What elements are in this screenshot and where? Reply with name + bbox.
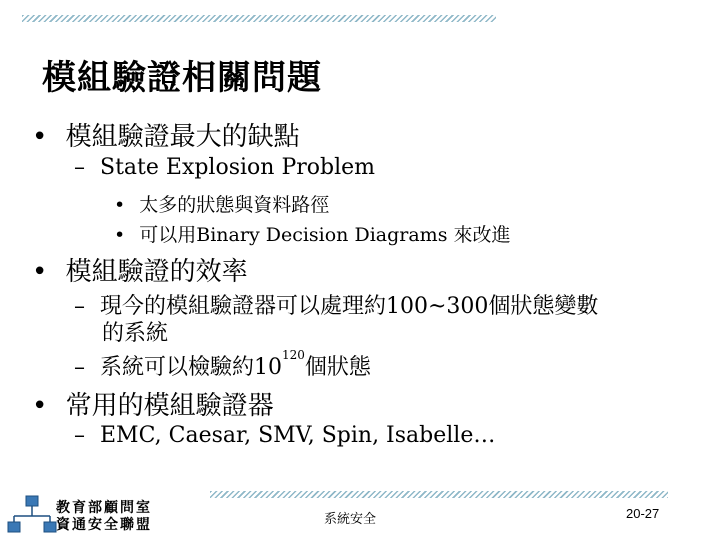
bullet-2-sub-2: [74, 350, 371, 381]
bullet-1-sub-1-item-1: [114, 190, 329, 217]
bullet-3-sub-1: [74, 423, 495, 448]
bullet-marker: •: [114, 224, 126, 246]
bullet-2: [32, 251, 248, 288]
dash-marker: –: [74, 423, 85, 448]
item-text: 可以用Binary Decision Diagrams 來改進: [139, 224, 511, 246]
bullet-3-sub-1-text: EMC, Caesar, SMV, Spin, Isabelle…: [100, 423, 496, 448]
logo-line-1: 教育部顧問室: [56, 500, 152, 516]
bullet-1-sub-1: [74, 155, 375, 180]
bullet-1-sub-1-item-2: [114, 220, 510, 247]
dash-marker: –: [74, 355, 85, 380]
bullet-2-sub-2-text-after: 個狀態: [304, 355, 371, 380]
footer-page-number: 20-27: [626, 506, 660, 521]
bullet-marker: •: [32, 122, 48, 152]
bullet-marker: •: [32, 257, 48, 287]
logo-text: [56, 500, 152, 534]
bullet-1: [32, 116, 300, 153]
slide-title: 模組驗證相關問題: [42, 58, 322, 98]
bullet-3-text: 常用的模組驗證器: [65, 391, 274, 421]
bullet-1-text: 模組驗證最大的缺點: [65, 122, 300, 152]
bottom-decorative-hatch-bar: [210, 491, 668, 498]
bullet-2-sub-2-text-before: 系統可以檢驗約10: [100, 355, 282, 380]
item-text: 太多的狀態與資料路徑: [139, 194, 330, 216]
bullet-2-text: 模組驗證的效率: [65, 257, 248, 287]
dash-marker: –: [74, 294, 85, 319]
bullet-2-sub-1-continuation: 的系統: [102, 321, 169, 346]
dash-marker: –: [74, 155, 85, 180]
logo-line-2: 資通安全聯盟: [56, 517, 152, 533]
bullet-3: [32, 385, 274, 422]
bullet-marker: •: [114, 194, 126, 216]
bullet-1-sub-1-text: State Explosion Problem: [100, 155, 376, 180]
bullet-marker: •: [32, 391, 48, 421]
exponent: 120: [282, 348, 305, 362]
footer-course-name: 系統安全: [324, 512, 377, 527]
top-decorative-hatch-bar: [22, 15, 496, 22]
bullet-2-sub-1-text: 現今的模組驗證器可以處理約100~300個狀態變數: [100, 294, 599, 319]
